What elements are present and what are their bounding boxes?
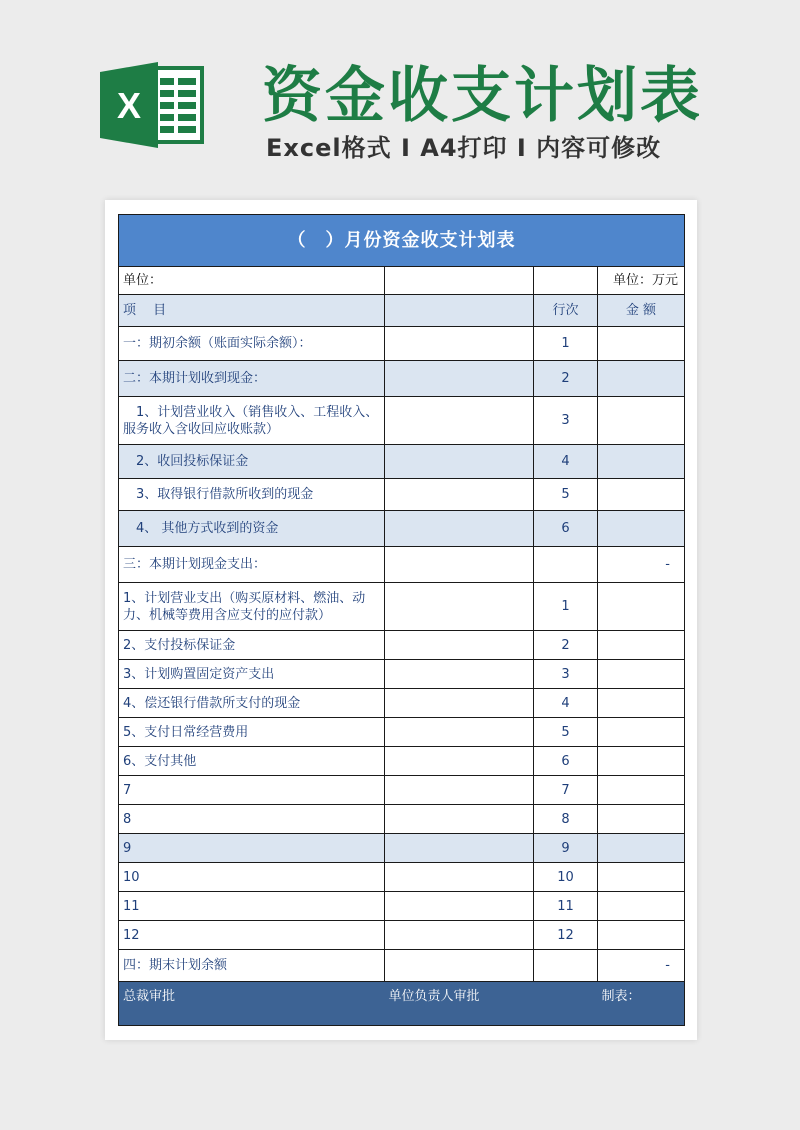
blank-cell[interactable] (385, 805, 534, 834)
blank-cell[interactable] (385, 718, 534, 747)
unit-right-cell[interactable]: 单位：万元 (598, 267, 685, 295)
row-number-cell[interactable]: 9 (534, 834, 598, 863)
table-row (119, 718, 685, 747)
amount-cell[interactable] (598, 511, 685, 547)
item-cell[interactable]: 4、 其他方式收到的资金 (119, 511, 385, 547)
row-number-cell[interactable]: 8 (534, 805, 598, 834)
row-number-cell[interactable]: 11 (534, 892, 598, 921)
unit-left-cell[interactable]: 单位： (119, 267, 385, 295)
item-cell[interactable]: 3、计划购置固定资产支出 (119, 660, 385, 689)
signature-footer-row (119, 982, 685, 1026)
maker-label: 制表： (598, 982, 685, 1026)
amount-cell[interactable] (598, 361, 685, 397)
blank-cell[interactable] (385, 511, 534, 547)
unit-row (119, 267, 685, 295)
amount-cell[interactable] (598, 445, 685, 479)
item-cell[interactable]: 8 (119, 805, 385, 834)
table-row (119, 950, 685, 982)
table-row (119, 892, 685, 921)
blank-cell[interactable] (385, 479, 534, 511)
row-number-cell[interactable]: 4 (534, 689, 598, 718)
amount-cell[interactable] (598, 631, 685, 660)
table-row (119, 547, 685, 583)
amount-cell[interactable] (598, 479, 685, 511)
row-number-cell[interactable]: 2 (534, 631, 598, 660)
table-row (119, 863, 685, 892)
item-cell[interactable]: 11 (119, 892, 385, 921)
amount-cell[interactable] (598, 397, 685, 445)
blank-cell[interactable] (385, 583, 534, 631)
amount-cell[interactable] (598, 834, 685, 863)
blank-cell[interactable] (385, 327, 534, 361)
blank-cell[interactable] (385, 892, 534, 921)
table-row (119, 583, 685, 631)
table-row (119, 776, 685, 805)
row-number-cell[interactable] (534, 950, 598, 982)
logo-letter: X (116, 85, 142, 126)
blank-cell[interactable] (385, 921, 534, 950)
item-cell[interactable]: 6、支付其他 (119, 747, 385, 776)
blank-cell[interactable] (385, 863, 534, 892)
col-header-amount[interactable]: 金 额 (598, 295, 685, 327)
amount-cell[interactable] (598, 747, 685, 776)
table-row (119, 631, 685, 660)
blank-cell[interactable] (385, 689, 534, 718)
blank-cell[interactable] (385, 547, 534, 583)
table-row (119, 921, 685, 950)
table-row (119, 511, 685, 547)
item-cell[interactable]: 一：期初余额（账面实际余额）： (119, 327, 385, 361)
amount-cell[interactable] (598, 583, 685, 631)
table-row (119, 445, 685, 479)
blank-cell[interactable] (385, 631, 534, 660)
table-title[interactable]: （ ）月份资金收支计划表 (119, 215, 685, 267)
item-cell[interactable]: 10 (119, 863, 385, 892)
amount-cell[interactable] (598, 805, 685, 834)
table-row (119, 361, 685, 397)
row-number-cell[interactable]: 5 (534, 718, 598, 747)
row-number-cell[interactable]: 3 (534, 397, 598, 445)
row-number-cell[interactable]: 7 (534, 776, 598, 805)
blank-cell[interactable] (534, 267, 598, 295)
amount-cell[interactable] (598, 327, 685, 361)
blank-cell[interactable] (385, 776, 534, 805)
item-cell[interactable]: 9 (119, 834, 385, 863)
table-row (119, 834, 685, 863)
amount-cell[interactable] (598, 660, 685, 689)
table-row (119, 689, 685, 718)
blank-cell[interactable] (385, 747, 534, 776)
blank-cell[interactable] (385, 361, 534, 397)
row-number-cell[interactable] (534, 547, 598, 583)
item-cell[interactable]: 4、偿还银行借款所支付的现金 (119, 689, 385, 718)
amount-cell[interactable] (598, 863, 685, 892)
column-header-row (119, 295, 685, 327)
blank-cell[interactable] (385, 950, 534, 982)
item-cell[interactable]: 二：本期计划收到现金： (119, 361, 385, 397)
blank-cell[interactable] (385, 397, 534, 445)
col-header-item[interactable]: 项 目 (119, 295, 385, 327)
table-row (119, 327, 685, 361)
blank-cell[interactable] (385, 834, 534, 863)
table-row (119, 747, 685, 776)
head-label: 单位负责人审批 (385, 982, 598, 1026)
row-number-cell[interactable]: 10 (534, 863, 598, 892)
blank-cell[interactable] (385, 660, 534, 689)
table-row (119, 805, 685, 834)
amount-cell[interactable] (598, 892, 685, 921)
blank-cell[interactable] (385, 267, 534, 295)
approve-label: 总裁审批 (119, 982, 385, 1026)
table-title-row (119, 215, 685, 267)
fund-plan-table (118, 214, 685, 1026)
table-row (119, 397, 685, 445)
item-cell[interactable]: 7 (119, 776, 385, 805)
item-cell[interactable]: 1、计划营业支出（购买原材料、燃油、动力、机械等费用含应支付的应付款） (119, 583, 385, 631)
row-number-cell[interactable]: 6 (534, 511, 598, 547)
excel-logo-icon (100, 62, 206, 148)
table-row (119, 660, 685, 689)
item-cell[interactable]: 5、支付日常经营费用 (119, 718, 385, 747)
col-header-row[interactable]: 行次 (534, 295, 598, 327)
row-number-cell[interactable]: 6 (534, 747, 598, 776)
row-number-cell[interactable]: 4 (534, 445, 598, 479)
item-cell[interactable]: 3、取得银行借款所收到的现金 (119, 479, 385, 511)
amount-cell[interactable] (598, 718, 685, 747)
item-cell[interactable]: 三：本期计划现金支出： (119, 547, 385, 583)
amount-cell[interactable] (598, 776, 685, 805)
row-number-cell[interactable]: 12 (534, 921, 598, 950)
item-cell[interactable]: 2、收回投标保证金 (119, 445, 385, 479)
amount-cell[interactable]: - (598, 950, 685, 982)
row-number-cell[interactable]: 5 (534, 479, 598, 511)
table-row (119, 479, 685, 511)
item-cell[interactable]: 四：期末计划余额 (119, 950, 385, 982)
row-number-cell[interactable]: 1 (534, 327, 598, 361)
blank-cell[interactable] (385, 295, 534, 327)
amount-cell[interactable] (598, 921, 685, 950)
row-number-cell[interactable]: 2 (534, 361, 598, 397)
blank-cell[interactable] (385, 445, 534, 479)
row-number-cell[interactable]: 3 (534, 660, 598, 689)
page-subtitle: Excel格式 Ⅰ A4打印 Ⅰ 内容可修改 (266, 134, 662, 162)
row-number-cell[interactable]: 1 (534, 583, 598, 631)
item-cell[interactable]: 12 (119, 921, 385, 950)
amount-cell[interactable] (598, 689, 685, 718)
item-cell[interactable]: 2、支付投标保证金 (119, 631, 385, 660)
page-title: 资金收支计划表 (262, 61, 703, 131)
amount-cell[interactable]: - (598, 547, 685, 583)
item-cell[interactable]: 1、计划营业收入（销售收入、工程收入、服务收入含收回应收账款） (119, 397, 385, 445)
